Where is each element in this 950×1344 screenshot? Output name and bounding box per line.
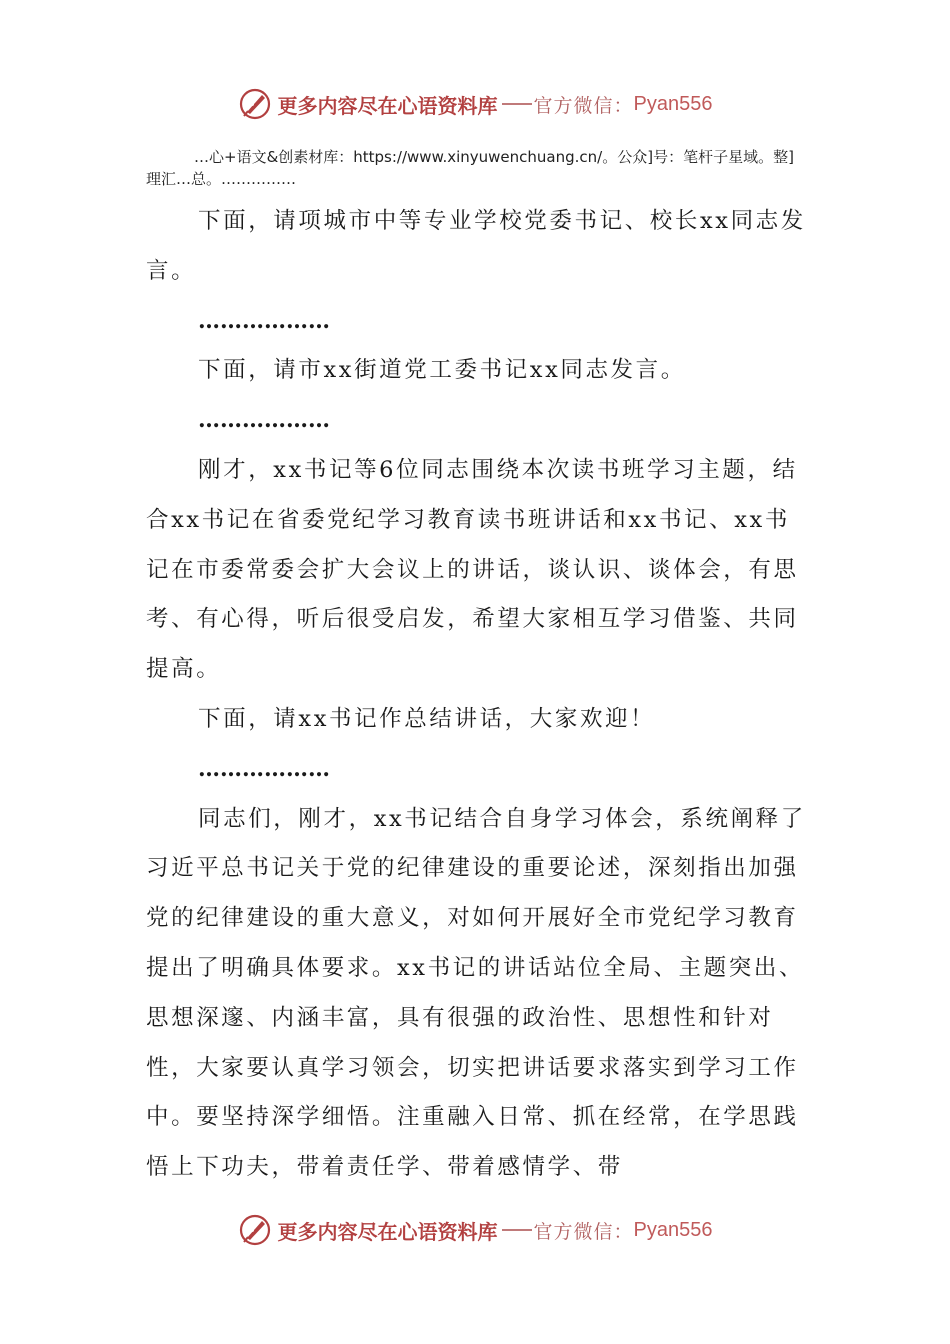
- ellipsis-separator: ………………: [198, 755, 330, 782]
- quill-logo-icon: [238, 87, 272, 121]
- paragraph: 同志们，刚才，xx书记结合自身学习体会，系统阐释了习近平总书记关于党的纪律建设的重要论述，深刻指出加强党的纪律建设的重大意义，对如何开展好全市党纪学习教育提出了明确具体要求。xx书记的讲话站位全局、主题突出、思想深邃、内涵丰富，具有很强的政治性、思想性和针对性，大家要认真学习领会，切实把讲话要求落实到学习工作中。要坚持深学细悟。注重融入日常、抓在经常，在学思践悟上下功夫，带着责任学、带着感情学、带: [146, 805, 806, 1181]
- banner-title: 更多内容尽在心语资料库: [277, 93, 498, 118]
- ellipsis-separator: ………………: [198, 407, 330, 434]
- document-body: [146, 197, 806, 1193]
- paragraph: 下面，请xx书记作总结讲话，大家欢迎！: [198, 705, 656, 732]
- quill-logo-icon: [238, 1213, 272, 1247]
- banner-dash: [502, 1229, 532, 1231]
- banner-dash: [502, 103, 532, 105]
- banner-account: Pyan556: [633, 1218, 713, 1241]
- ellipsis-separator: ………………: [198, 307, 330, 334]
- banner-title: 更多内容尽在心语资料库: [277, 1219, 498, 1244]
- footer-banner: [0, 1210, 950, 1250]
- paragraph: 下面，请项城市中等专业学校党委书记、校长xx同志发言。: [146, 208, 806, 284]
- header-banner: [0, 84, 950, 124]
- paragraph: 下面，请市xx街道党工委书记xx同志发言。: [198, 357, 686, 384]
- banner-label: 官方微信：: [533, 1220, 634, 1243]
- source-note: …心+语文&创素材库：https://www.xinyuwenchuang.cn/。公众]号：笔杆子星域。整]理汇…总。……………: [146, 148, 794, 188]
- banner-account: Pyan556: [633, 92, 713, 115]
- banner-label: 官方微信：: [533, 94, 634, 117]
- paragraph: 刚才，xx书记等6位同志围绕本次读书班学习主题，结合xx书记在省委党纪学习教育读书班讲话和xx书记、xx书记在市委常委会扩大会议上的讲话，谈认识、谈体会，有思考、有心得，听后很受启发，希望大家相互学习借鉴、共同提高。: [146, 456, 799, 683]
